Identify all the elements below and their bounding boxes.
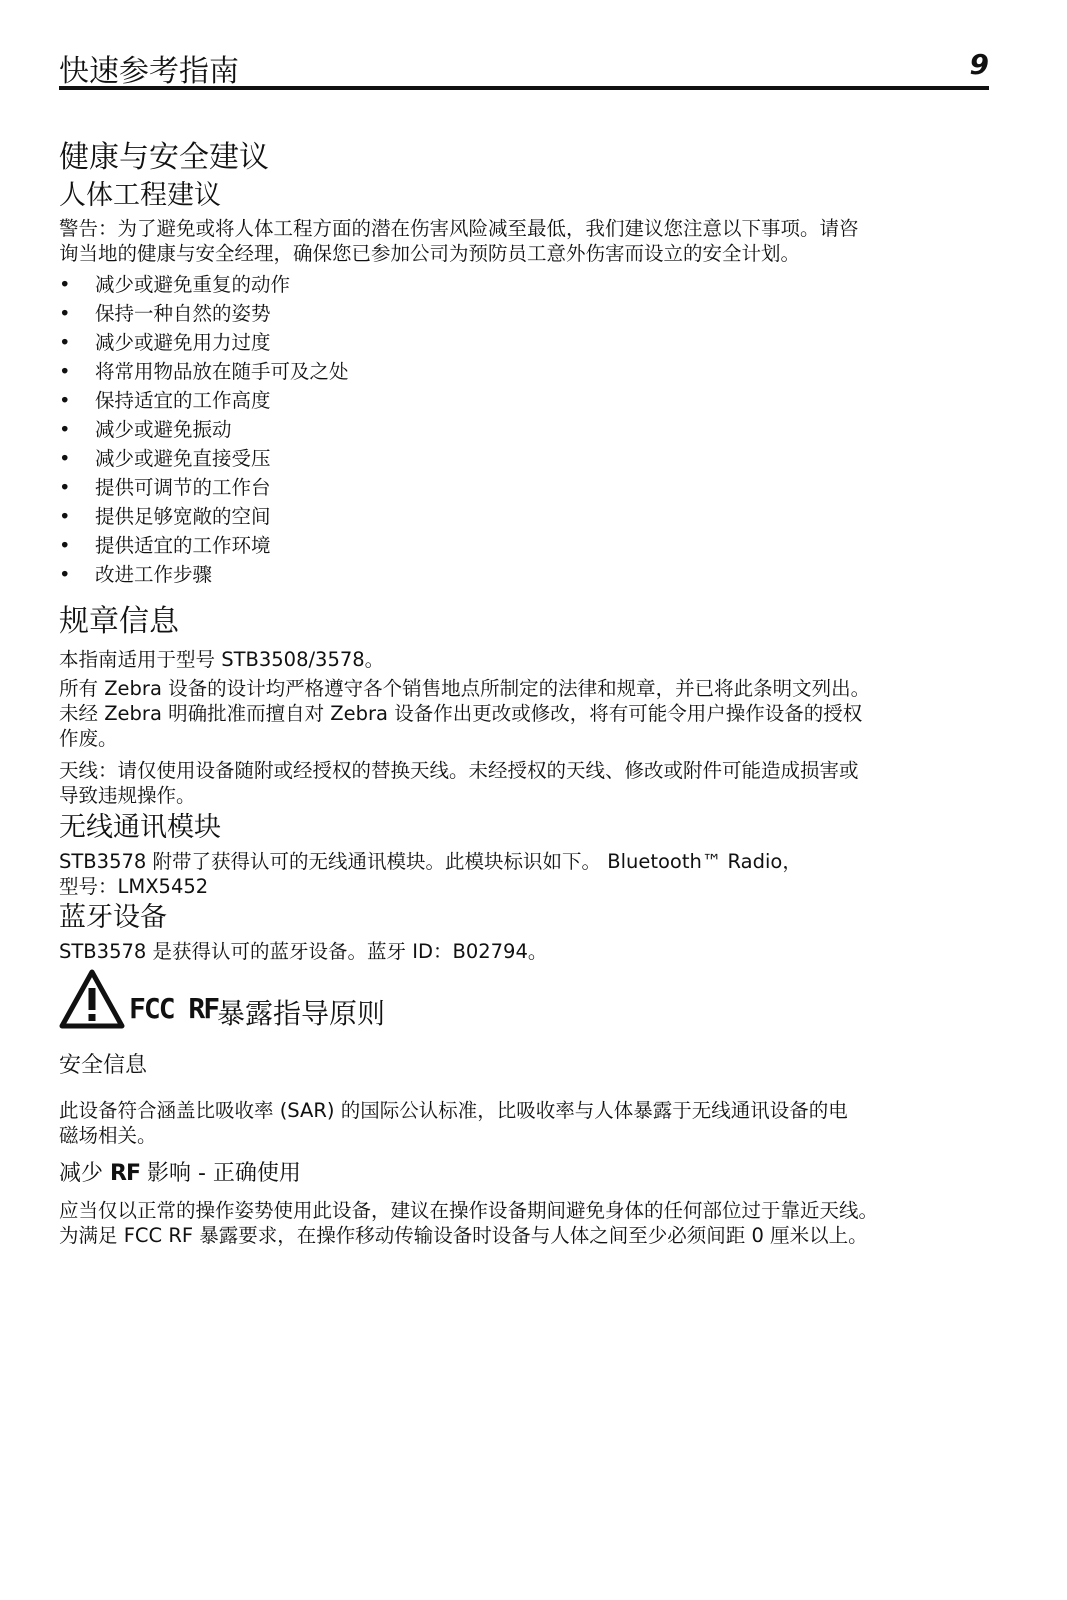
ergonomics-heading: 人体工程建议 xyxy=(59,180,221,211)
compliance-line-3: 作废。 xyxy=(59,727,118,750)
bullet-symbol: • xyxy=(59,331,71,354)
fcc-title-bold: FCC RF xyxy=(129,992,219,1025)
list-item xyxy=(59,386,989,415)
list-item xyxy=(59,444,989,473)
wireless-module-heading: 无线通讯模块 xyxy=(59,812,221,843)
use-line-1: 应当仅以正常的操作姿势使用此设备，建议在操作设备期间避免身体的任何部位过于靠近天线。 xyxy=(59,1199,879,1222)
bullet-symbol: • xyxy=(59,302,71,325)
list-item-text: 将常用物品放在随手可及之处 xyxy=(95,360,349,383)
list-item xyxy=(59,357,989,386)
health-safety-heading: 健康与安全建议 xyxy=(59,140,269,175)
antenna-paragraph xyxy=(59,758,989,808)
regulatory-heading: 规章信息 xyxy=(59,604,179,639)
use-line-2: 为满足 FCC RF 暴露要求，在操作移动传输设备时设备与人体之间至少必须间距 0 厘米以上。 xyxy=(59,1224,868,1247)
page-header xyxy=(59,42,989,90)
list-item-text: 减少或避免振动 xyxy=(95,418,232,441)
ergonomics-bullet-list xyxy=(59,270,989,589)
ergonomics-warning xyxy=(59,216,989,266)
list-item-text: 提供足够宽敞的空间 xyxy=(95,505,271,528)
page-number: 9 xyxy=(969,48,989,81)
sar-paragraph xyxy=(59,1098,989,1148)
compliance-paragraph xyxy=(59,676,989,751)
reduce-rf-bold: RF xyxy=(110,1161,140,1186)
list-item-text: 改进工作步骤 xyxy=(95,563,213,586)
list-item-text: 保持一种自然的姿势 xyxy=(95,302,271,325)
list-item xyxy=(59,560,989,589)
list-item-text: 提供适宜的工作环境 xyxy=(95,534,271,557)
list-item xyxy=(59,270,989,299)
proper-use-paragraph xyxy=(59,1198,989,1248)
list-item xyxy=(59,473,989,502)
bullet-symbol: • xyxy=(59,360,71,383)
sar-line-2: 磁场相关。 xyxy=(59,1124,157,1147)
header-title: 快速参考指南 xyxy=(59,54,239,89)
bullet-symbol: • xyxy=(59,447,71,470)
antenna-line-1: 天线：请仅使用设备随附或经授权的替换天线。未经授权的天线、修改或附件可能造成损害或 xyxy=(59,759,859,782)
list-item-text: 提供可调节的工作台 xyxy=(95,476,271,499)
bullet-symbol: • xyxy=(59,418,71,441)
wireless-line-2: 型号：LMX5452 xyxy=(59,875,209,898)
bullet-symbol: • xyxy=(59,505,71,528)
list-item xyxy=(59,299,989,328)
list-item xyxy=(59,502,989,531)
list-item-text: 保持适宜的工作高度 xyxy=(95,389,271,412)
antenna-line-2: 导致违规操作。 xyxy=(59,784,196,807)
safety-info-heading: 安全信息 xyxy=(59,1053,148,1078)
list-item-text: 减少或避免用力过度 xyxy=(95,331,271,354)
compliance-line-1: 所有 Zebra 设备的设计均严格遵守各个销售地点所制定的法律和规章，并已将此条明文列出。 xyxy=(59,677,871,700)
model-applicability-text: 本指南适用于型号 STB3508/3578。 xyxy=(59,648,385,671)
warning-triangle-icon xyxy=(59,968,125,1030)
bullet-symbol: • xyxy=(59,534,71,557)
list-item xyxy=(59,328,989,357)
reduce-rf-heading xyxy=(59,1160,301,1188)
fcc-title-rest: 暴露指导原则 xyxy=(217,997,386,1030)
bluetooth-paragraph: STB3578 是获得认可的蓝牙设备。蓝牙 ID：B02794。 xyxy=(59,940,548,963)
reduce-rf-suffix: 影响 - 正确使用 xyxy=(146,1161,301,1186)
bullet-symbol: • xyxy=(59,389,71,412)
reduce-rf-prefix: 减少 xyxy=(59,1161,104,1186)
list-item xyxy=(59,531,989,560)
fcc-heading xyxy=(59,968,759,1032)
warning-line-2: 询当地的健康与安全经理，确保您已参加公司为预防员工意外伤害而设立的安全计划。 xyxy=(59,242,801,265)
bullet-symbol: • xyxy=(59,476,71,499)
wireless-module-paragraph xyxy=(59,849,989,899)
bluetooth-heading: 蓝牙设备 xyxy=(59,902,167,933)
list-item-text: 减少或避免直接受压 xyxy=(95,447,271,470)
compliance-line-2: 未经 Zebra 明确批准而擅自对 Zebra 设备作出更改或修改，将有可能令用户操作设备的授权 xyxy=(59,702,863,725)
bullet-symbol: • xyxy=(59,273,71,296)
wireless-line-1: STB3578 附带了获得认可的无线通讯模块。此模块标识如下。 Bluetooth™ Radio， xyxy=(59,850,802,873)
list-item xyxy=(59,415,989,444)
warning-line-1: 警告：为了避免或将人体工程方面的潜在伤害风险减至最低，我们建议您注意以下事项。请咨 xyxy=(59,217,859,240)
list-item-text: 减少或避免重复的动作 xyxy=(95,273,291,296)
bullet-symbol: • xyxy=(59,563,71,586)
sar-line-1: 此设备符合涵盖比吸收率 (SAR) 的国际公认标准，比吸收率与人体暴露于无线通讯设备的电 xyxy=(59,1099,848,1122)
